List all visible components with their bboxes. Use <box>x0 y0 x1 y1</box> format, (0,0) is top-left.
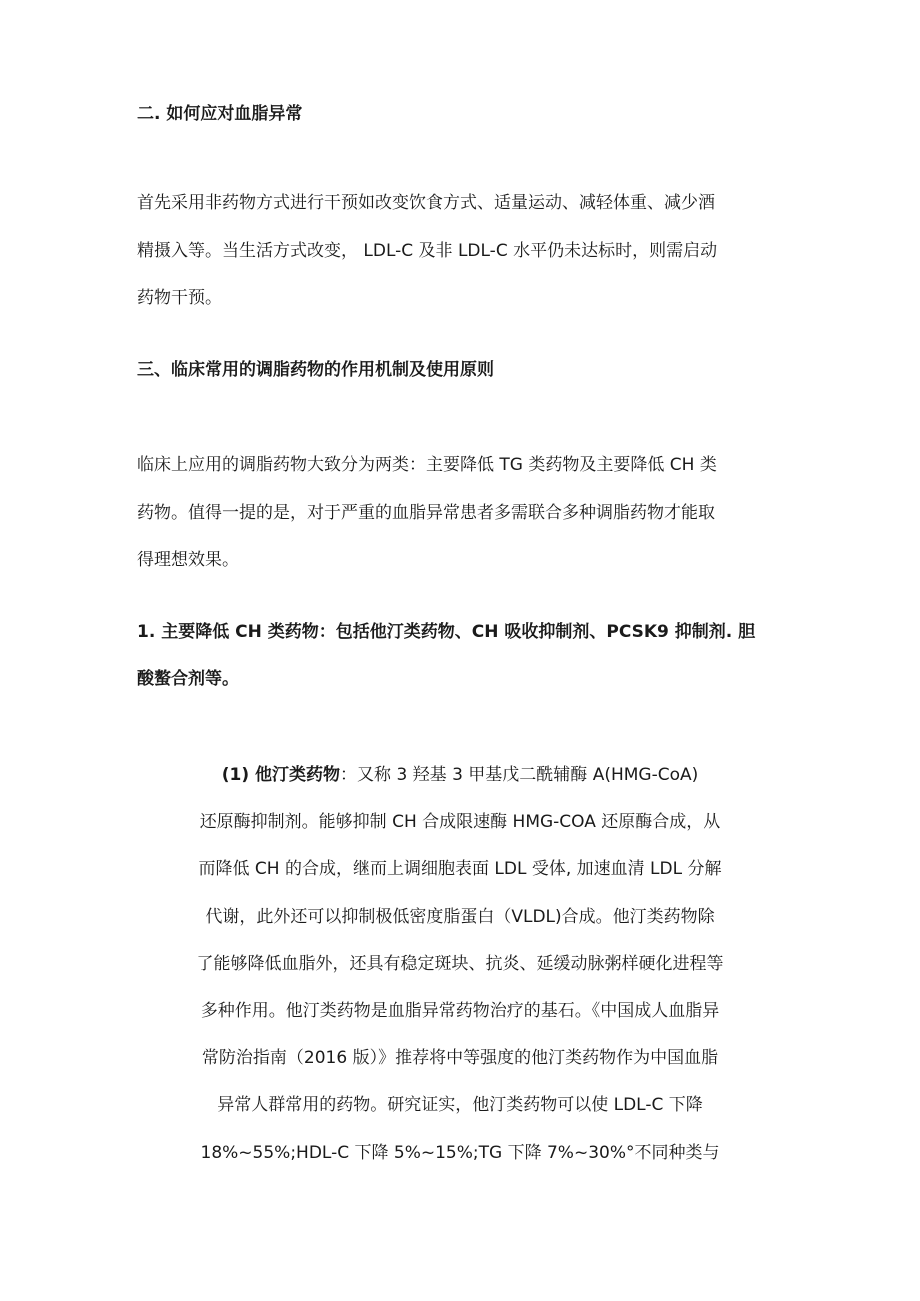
paragraph-line: 代谢，此外还可以抑制极低密度脂蛋白（VLDL)合成。他汀类药物除 <box>205 906 715 927</box>
section-3-paragraph <box>137 442 787 585</box>
statins-lead-line <box>140 752 780 799</box>
paragraph-line: 酸螯合剂等。 <box>137 669 239 689</box>
statins-paragraph <box>140 752 780 1177</box>
paragraph-line: 药物干预。 <box>137 288 222 308</box>
paragraph-line: 得理想效果。 <box>137 550 239 570</box>
paragraph-line: 精摄入等。当生活方式改变， LDL-C 及非 LDL-C 水平仍未达标时，则需启动 <box>137 240 718 261</box>
paragraph-line: 首先采用非药物方式进行干预如改变饮食方式、适量运动、减轻体重、减少酒 <box>137 193 715 213</box>
paragraph-line: 药物。值得一提的是，对于严重的血脂异常患者多需联合多种调脂药物才能取 <box>137 502 715 523</box>
paragraph-line: 多种作用。他汀类药物是血脂异常药物治疗的基石。《中国成人血脂异 <box>200 1000 720 1021</box>
section-2-paragraph <box>137 180 787 323</box>
paragraph-line: 18%~55%;HDL-C 下降 5%~15%;TG 下降 7%~30%°不同种类与 <box>200 1142 720 1163</box>
statins-lead-bold: (1) 他汀类药物 <box>221 765 341 785</box>
statins-lead-rest: ：又称 3 羟基 3 甲基戊二酰辅酶 A(HMG-CoA) <box>340 765 699 785</box>
subsection-1-heading <box>137 609 787 703</box>
paragraph-line: 而降低 CH 的合成，继而上调细胞表面 LDL 受体, 加速血清 LDL 分解 <box>198 859 722 880</box>
section-2-heading: 二. 如何应对血脂异常 <box>137 104 303 124</box>
paragraph-line: 常防治指南（2016 版）》推荐将中等强度的他汀类药物作为中国血脂 <box>201 1048 719 1069</box>
section-3-heading: 三、临床常用的调脂药物的作用机制及使用原则 <box>137 360 494 380</box>
paragraph-line: 了能够降低血脂外，还具有稳定斑块、抗炎、延缓动脉粥样硬化进程等 <box>196 953 724 974</box>
paragraph-line: 还原酶抑制剂。能够抑制 CH 合成限速酶 HMG-COA 还原酶合成，从 <box>199 812 721 833</box>
paragraph-line: 异常人群常用的药物。研究证实，他汀类药物可以使 LDL-C 下降 <box>217 1095 703 1116</box>
paragraph-line: 1. 主要降低 CH 类药物：包括他汀类药物、CH 吸收抑制剂、PCSK9 抑制剂. 胆 <box>137 622 756 642</box>
paragraph-line: 临床上应用的调脂药物大致分为两类：主要降低 TG 类药物及主要降低 CH 类 <box>137 455 717 475</box>
